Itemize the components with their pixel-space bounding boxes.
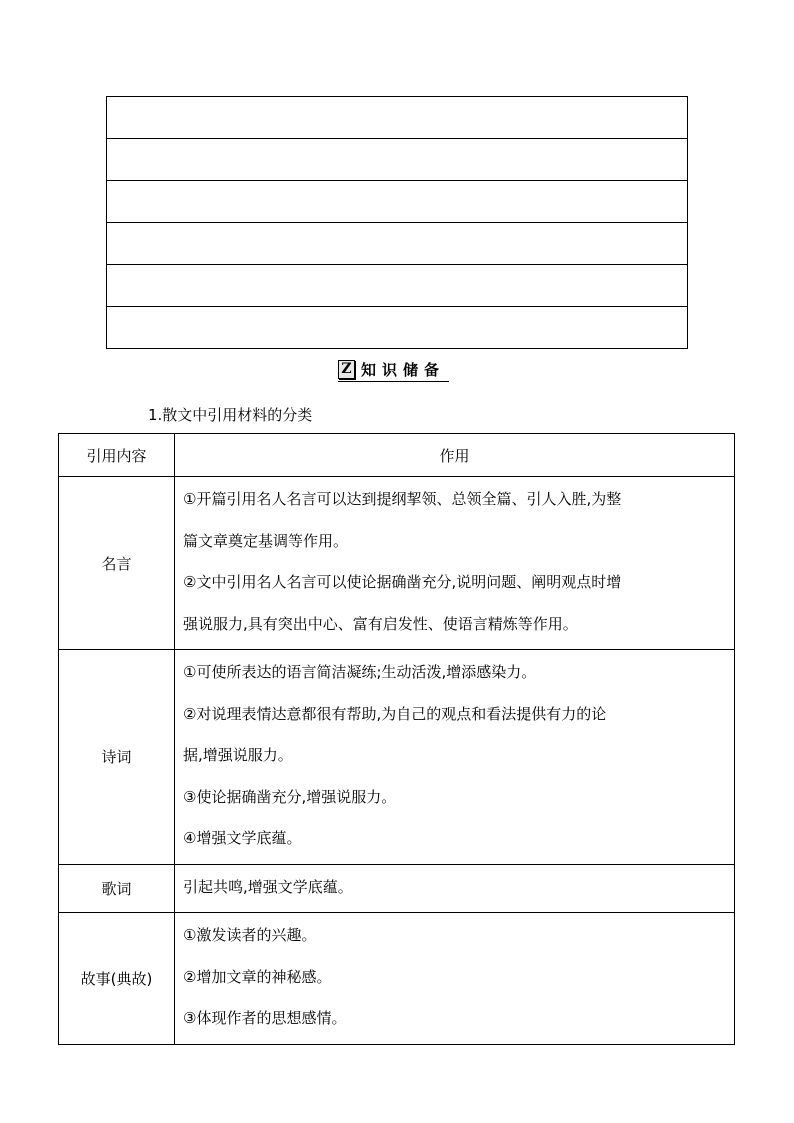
blank-answer-table	[106, 96, 688, 349]
quotation-classification-table	[58, 433, 735, 1045]
blank-row	[107, 97, 688, 139]
row-description	[175, 913, 735, 1045]
blank-cell	[107, 223, 688, 265]
description-line: ③使论据确凿充分,增强说服力。	[183, 787, 397, 806]
blank-cell	[107, 97, 688, 139]
table-row-stories	[59, 913, 735, 1045]
blank-row	[107, 223, 688, 265]
section-heading-text: 知识储备	[361, 360, 446, 379]
description-line: 引起共鸣,增强文学底蕴。	[183, 877, 353, 896]
table-row-poetry	[59, 650, 735, 865]
section-badge-icon: Z	[338, 360, 355, 379]
blank-cell	[107, 265, 688, 307]
description-line: ①可使所表达的语言简洁凝练;生动活泼,增添感染力。	[183, 663, 537, 681]
blank-row	[107, 139, 688, 181]
blank-cell	[107, 307, 688, 349]
column-header-category: 引用内容	[59, 434, 175, 477]
column-header-function: 作用	[175, 434, 735, 477]
row-category: 歌词	[59, 864, 175, 913]
row-category: 诗词	[59, 650, 175, 865]
description-line: ②对说理表情达意都很有帮助,为自己的观点和看法提供有力的论	[183, 704, 607, 723]
row-description	[175, 864, 735, 913]
row-category: 故事(典故)	[59, 913, 175, 1045]
row-description	[175, 477, 735, 650]
blank-cell	[107, 139, 688, 181]
table-row-famous-quotes	[59, 477, 735, 650]
description-line: ③体现作者的思想感情。	[183, 1009, 347, 1027]
blank-row	[107, 265, 688, 307]
description-line: 强说服力,具有突出中心、富有启发性、使语言精炼等作用。	[183, 614, 578, 633]
table-header-row	[59, 434, 735, 477]
blank-row	[107, 181, 688, 223]
row-category: 名言	[59, 477, 175, 650]
description-line: 篇文章奠定基调等作用。	[183, 531, 349, 550]
blank-cell	[107, 181, 688, 223]
subsection-title: 1.散文中引用材料的分类	[148, 406, 313, 424]
description-line: ②文中引用名人名言可以使论据确凿充分,说明问题、阐明观点时增	[183, 573, 622, 591]
row-description	[175, 650, 735, 865]
description-line: ②增加文章的神秘感。	[183, 967, 332, 986]
table-row-lyrics	[59, 864, 735, 913]
description-line: ④增强文学底蕴。	[183, 829, 302, 847]
blank-row	[107, 307, 688, 349]
section-heading	[338, 357, 449, 382]
description-line: ①激发读者的兴趣。	[183, 926, 317, 944]
description-line: 据,增强说服力。	[183, 746, 293, 764]
description-line: ①开篇引用名人名言可以达到提纲挈领、总领全篇、引人入胜,为整	[183, 490, 622, 508]
